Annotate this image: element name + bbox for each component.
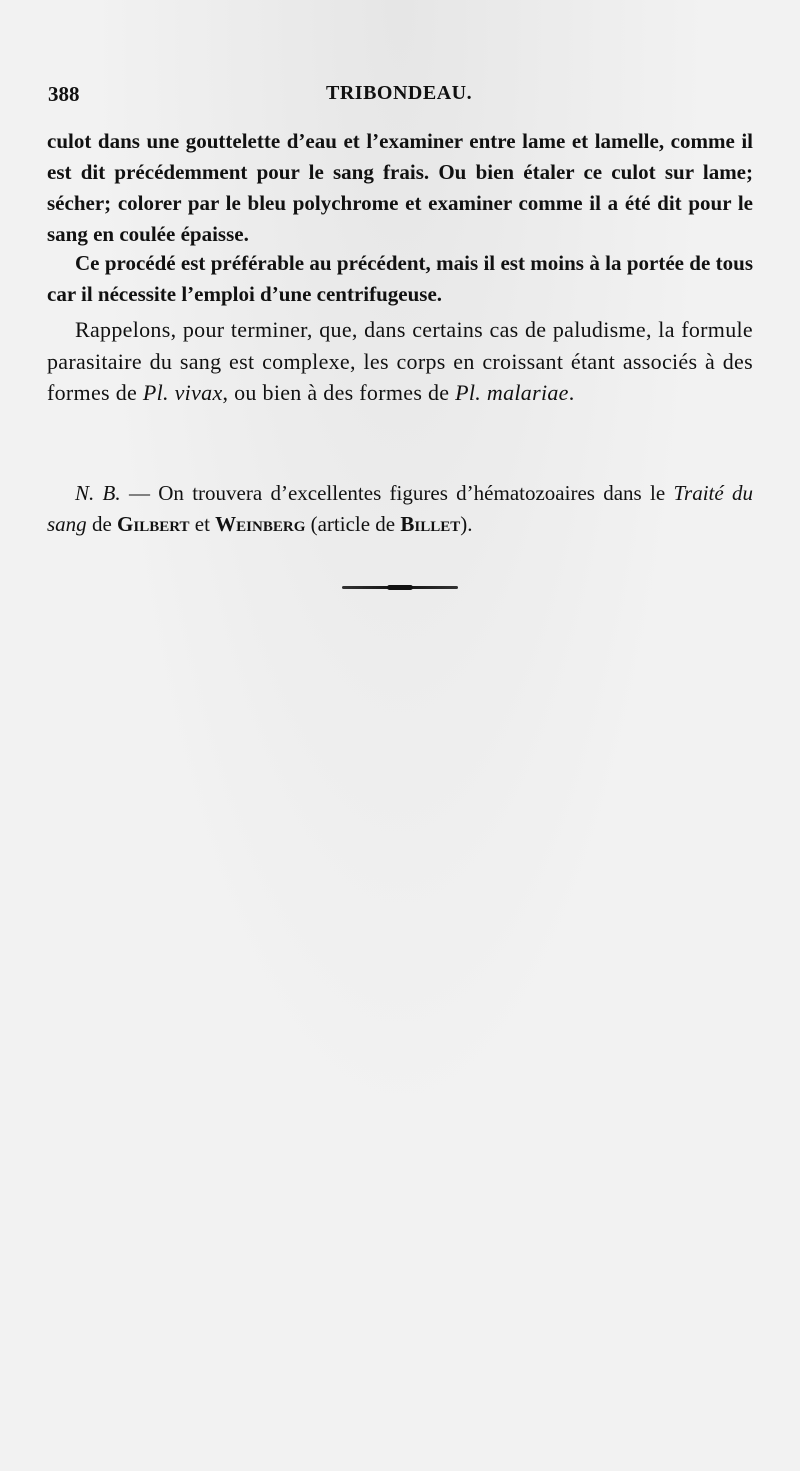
author-weinberg: Weinberg [215, 512, 306, 536]
nota-bene-text-2: de [86, 512, 118, 536]
section-end-rule [342, 586, 458, 589]
nota-bene-label: N. B. [75, 481, 121, 505]
nota-bene-text-1: — On trouvera d’excellentes figures d’hématozoaires dans le [120, 481, 674, 505]
nota-bene-text-3: et [189, 512, 216, 536]
page-number: 388 [48, 82, 80, 106]
paragraph-3-text-1: Rappelons, pour terminer, que, dans certains cas de paludisme, la formule parasitaire du sang est complexe, les corps en croissant étant associés à des formes de [47, 317, 753, 405]
paragraph-1: culot dans une gouttelette d’eau et l’examiner entre lame et lamelle, comme il est dit précédemment pour le sang frais. Ou bien étaler ce culot sur lame; sécher; colorer par le bleu polychrome et examiner comme il a été dit pour le sang en coulée épaisse. [47, 129, 753, 246]
species-vivax: Pl. vivax [142, 380, 223, 405]
paragraph-3-text-3: . [568, 380, 575, 405]
author-billet: Billet [400, 512, 461, 536]
book-title: Traité du sang [47, 481, 753, 536]
nota-bene-text-4: (article de [305, 512, 401, 536]
paragraph-3-text-2: , ou bien à des formes de [222, 380, 456, 405]
running-head: TRIBONDEAU. [326, 82, 473, 104]
paragraph-3 [47, 314, 753, 409]
nota-bene-text-5: ). [460, 512, 473, 536]
nota-bene-paragraph [47, 478, 753, 540]
paragraph-2: Ce procédé est préférable au précédent, mais il est moins à la portée de tous car il nécessite l’emploi d’une centrifugeuse. [47, 251, 753, 306]
author-gilbert: Gilbert [117, 512, 190, 536]
page-header [48, 82, 752, 112]
species-malariae: Pl. malariae [455, 380, 569, 405]
